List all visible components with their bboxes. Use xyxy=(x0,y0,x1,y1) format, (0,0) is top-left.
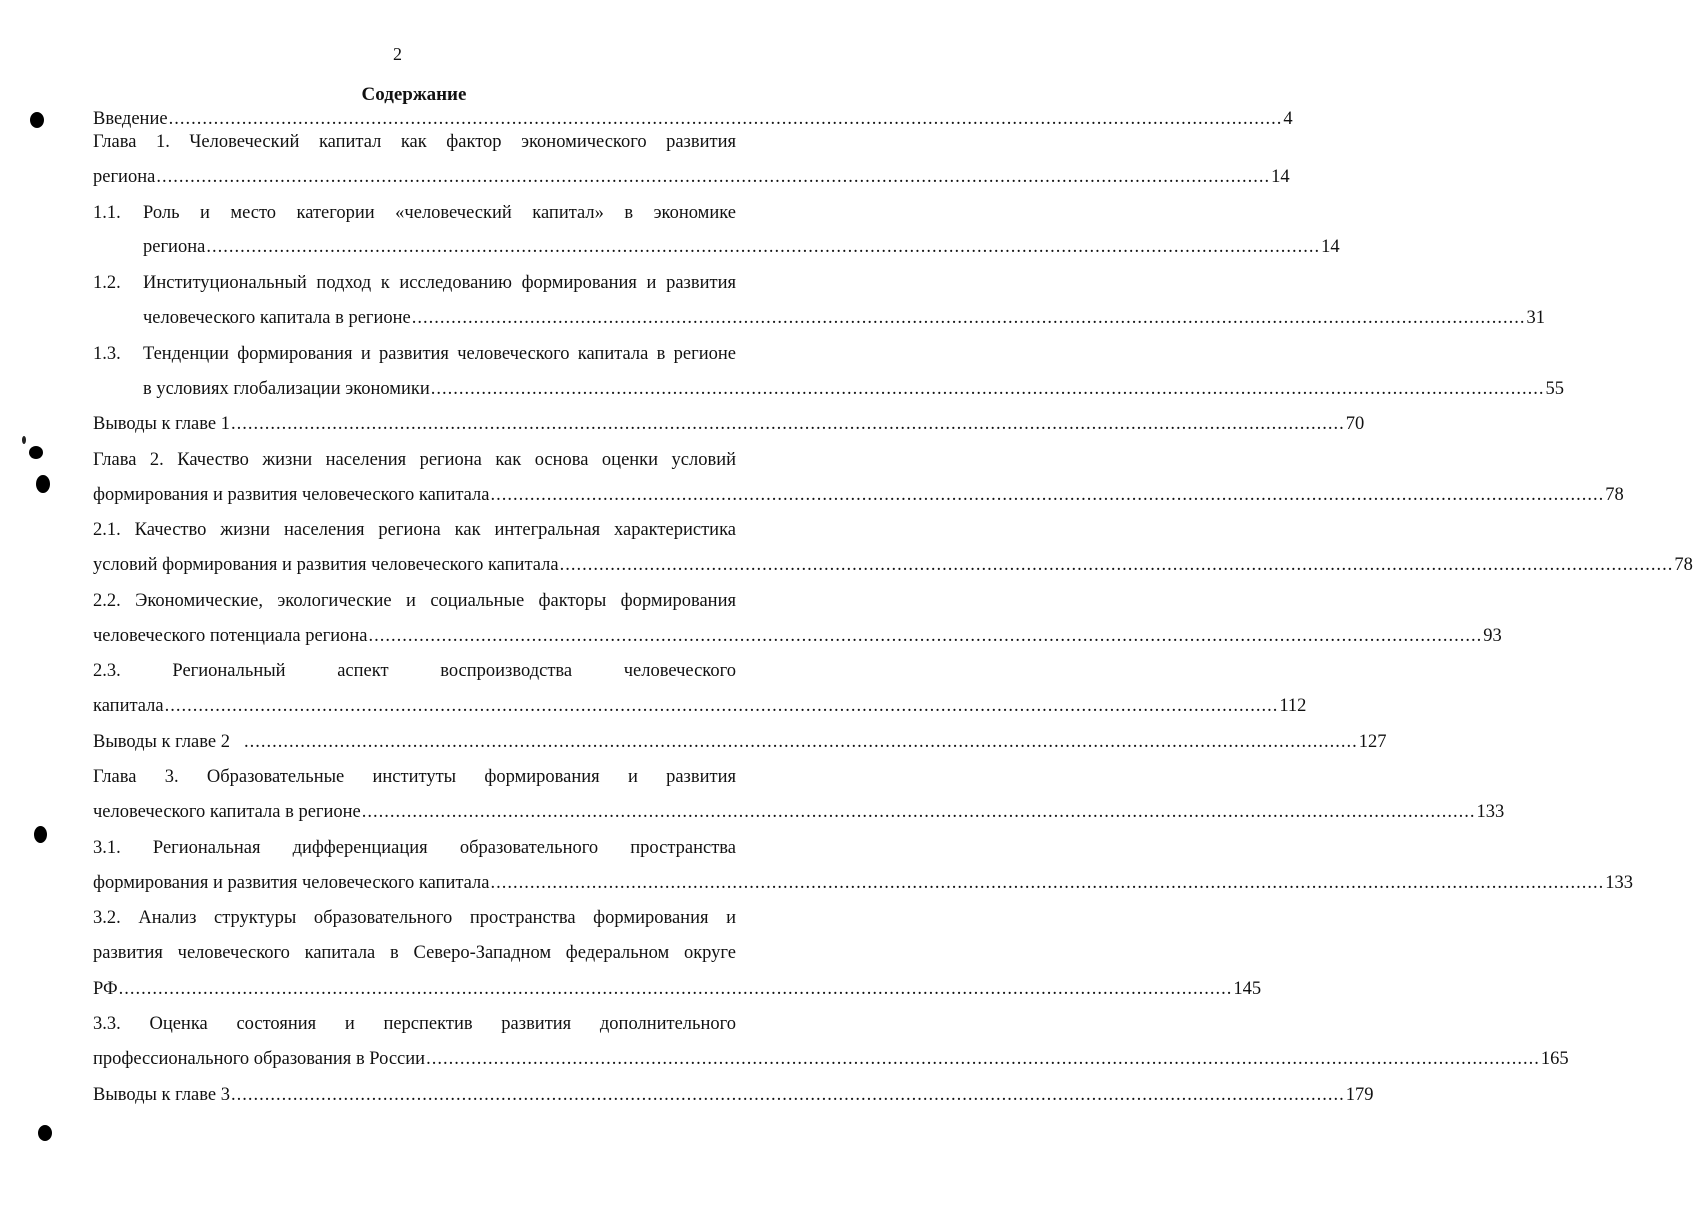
toc-entry-label: Выводы к главе 2 xyxy=(93,732,230,752)
toc-entry-label: формирования и развития человеческого капитала xyxy=(93,485,490,505)
toc-entry-chapter-3-cont[interactable] xyxy=(93,799,1505,825)
toc-entry-section-1-2-cont[interactable] xyxy=(143,305,1546,331)
section-number: 1.2. xyxy=(93,273,121,293)
toc-entry-conclusion-2[interactable] xyxy=(93,729,1387,755)
toc-entry-label: Выводы к главе 1 xyxy=(93,414,230,434)
page-number: 2 xyxy=(393,44,402,64)
toc-entry-label: человеческого капитала в регионе xyxy=(93,802,361,822)
section-number: 1.3. xyxy=(93,344,121,364)
toc-entry-section-3-3[interactable]: 3.3. Оценка состояния и перспектив развития дополнительного xyxy=(93,1014,736,1034)
toc-page-number: 14 xyxy=(1321,237,1340,257)
toc-entry-section-3-3-cont[interactable] xyxy=(93,1046,1569,1072)
toc-entry-chapter-1[interactable]: Глава 1. Человеческий капитал как фактор экономического развития xyxy=(93,132,736,152)
toc-entry-label: региона xyxy=(143,237,206,257)
leader-dots: ...................................................................................................................................................................................................... xyxy=(230,414,1345,434)
toc-page-number: 4 xyxy=(1283,109,1293,129)
toc-entry-label: РФ xyxy=(93,979,118,999)
leader-dots: ...................................................................................................................................................................................................... xyxy=(156,167,1271,187)
toc-page-number: 179 xyxy=(1345,1085,1374,1105)
binder-hole-1 xyxy=(30,112,44,128)
toc-entry-section-1-3-cont[interactable] xyxy=(143,376,1564,402)
toc-page-number: 93 xyxy=(1483,626,1502,646)
toc-page-number: 165 xyxy=(1540,1049,1569,1069)
toc-entry-section-1-1-cont[interactable] xyxy=(143,234,1340,260)
leader-dots: ...................................................................................................................................................................................................... xyxy=(430,379,1545,399)
toc-entry-conclusion-1[interactable] xyxy=(93,411,1365,437)
leader-dots: ...................................................................................................................................................................................................... xyxy=(243,732,1358,752)
toc-page-number: 133 xyxy=(1605,873,1633,893)
toc-entry-label: человеческого потенциала региона xyxy=(93,626,368,646)
toc-page-number: 145 xyxy=(1233,979,1262,999)
toc-entry-section-3-1[interactable]: 3.1. Региональная дифференциация образовательного пространства xyxy=(93,838,736,858)
toc-entry-section-2-2[interactable]: 2.2. Экономические, экологические и социальные факторы формирования xyxy=(93,591,736,611)
toc-entry-chapter-2-cont[interactable] xyxy=(93,482,1624,508)
toc-entry-label: человеческого капитала в регионе xyxy=(143,308,411,328)
toc-entry-section-1-3[interactable]: Тенденции формирования и развития человеческого капитала в регионе xyxy=(143,344,736,364)
toc-entry-chapter-2[interactable]: Глава 2. Качество жизни населения региона как основа оценки условий xyxy=(93,450,736,470)
toc-page-number: 78 xyxy=(1674,555,1693,575)
leader-dots: ...................................................................................................................................................................................................... xyxy=(168,109,1283,129)
toc-entry-chapter-3[interactable]: Глава 3. Образовательные институты формирования и развития xyxy=(93,767,736,787)
toc-entry-label: условий формирования и развития человеческого капитала xyxy=(93,555,559,575)
leader-dots: ...................................................................................................................................................................................................... xyxy=(411,308,1526,328)
toc-page-number: 55 xyxy=(1545,379,1564,399)
toc-page-number: 127 xyxy=(1358,732,1387,752)
toc-entry-label: в условиях глобализации экономики xyxy=(143,379,430,399)
toc-entry-label: Выводы к главе 3 xyxy=(93,1085,230,1105)
toc-entry-section-3-1-cont[interactable] xyxy=(93,870,1633,896)
toc-title: Содержание xyxy=(361,84,467,105)
leader-dots: ...................................................................................................................................................................................................... xyxy=(559,555,1674,575)
toc-entry-label: Введение xyxy=(93,109,168,129)
leader-dots: ...................................................................................................................................................................................................... xyxy=(426,1049,1540,1069)
toc-entry-label: формирования и развития человеческого капитала xyxy=(93,873,490,893)
toc-page-number: 14 xyxy=(1271,167,1290,187)
toc-entry-section-1-1[interactable]: Роль и место категории «человеческий капитал» в экономике xyxy=(143,203,736,223)
toc-page-number: 133 xyxy=(1476,802,1505,822)
toc-entry-conclusion-3[interactable] xyxy=(93,1082,1374,1108)
leader-dots: ...................................................................................................................................................................................................... xyxy=(368,626,1483,646)
toc-entry-label: профессионального образования в России xyxy=(93,1049,426,1069)
section-number: 1.1. xyxy=(93,203,121,223)
toc-entry-section-2-2-cont[interactable] xyxy=(93,623,1502,649)
toc-entry-label: региона xyxy=(93,167,156,187)
binder-hole-4 xyxy=(34,826,47,843)
toc-page-number: 31 xyxy=(1526,308,1546,328)
binder-hole-2 xyxy=(29,446,43,459)
binder-hole-3 xyxy=(36,475,50,493)
toc-page-number: 70 xyxy=(1345,414,1365,434)
toc-entry-chapter-1-cont[interactable] xyxy=(93,164,1290,190)
leader-dots: ...................................................................................................................................................................................................... xyxy=(230,1085,1345,1105)
toc-entry-section-1-2[interactable]: Институциональный подход к исследованию формирования и развития xyxy=(143,273,736,293)
leader-dots: ...................................................................................................................................................................................................... xyxy=(206,237,1321,257)
leader-dots: ...................................................................................................................................................................................................... xyxy=(490,873,1605,893)
toc-page-number: 78 xyxy=(1605,485,1624,505)
toc-entry-label: капитала xyxy=(93,696,164,716)
toc-entry-section-3-2-cont2[interactable] xyxy=(93,976,1262,1002)
leader-dots: ...................................................................................................................................................................................................... xyxy=(118,979,1233,999)
leader-dots: ...................................................................................................................................................................................................... xyxy=(164,696,1279,716)
toc-entry-section-3-2-cont[interactable]: развития человеческого капитала в Северо-Западном федеральном округе xyxy=(93,943,736,963)
scan-speck xyxy=(22,436,26,444)
toc-entry-section-3-2[interactable]: 3.2. Анализ структуры образовательного пространства формирования и xyxy=(93,908,736,928)
binder-hole-5 xyxy=(38,1125,52,1141)
toc-entry-section-2-3[interactable]: 2.3. Региональный аспект воспроизводства человеческого xyxy=(93,661,736,681)
toc-entry-section-2-3-cont[interactable] xyxy=(93,693,1307,719)
leader-dots: ...................................................................................................................................................................................................... xyxy=(361,802,1476,822)
toc-entry-section-2-1-cont[interactable] xyxy=(93,552,1693,578)
toc-entry-section-2-1[interactable]: 2.1. Качество жизни населения региона как интегральная характеристика xyxy=(93,520,736,540)
toc-page-number: 112 xyxy=(1279,696,1307,716)
leader-dots: ...................................................................................................................................................................................................... xyxy=(490,485,1605,505)
